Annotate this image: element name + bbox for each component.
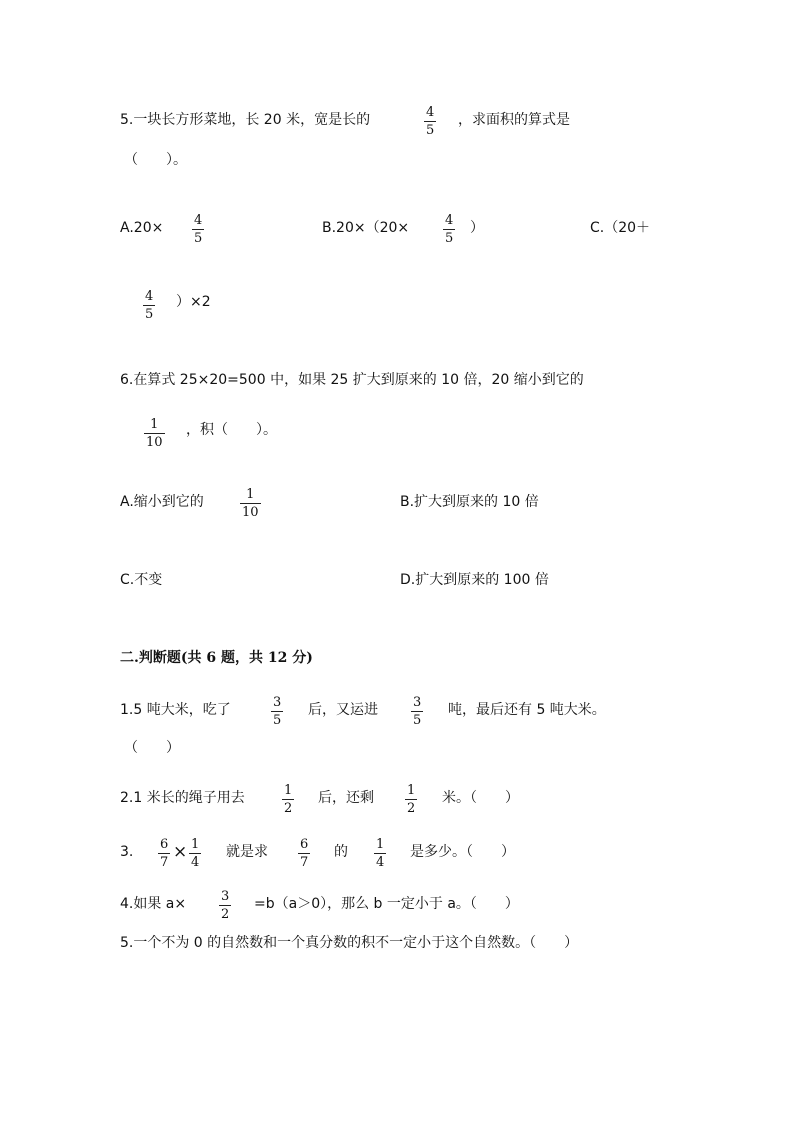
fraction-denominator: 7	[160, 855, 169, 870]
j1-blank: （ ）	[124, 740, 180, 756]
fraction-numerator: 4	[145, 289, 154, 304]
fraction-denominator: 5	[145, 307, 154, 322]
j1-text-a: 1.5 吨大米，吃了	[120, 702, 231, 718]
j3-fraction-3	[298, 838, 310, 870]
j4-text-b: =b（a＞0），那么 b 一定小于 a。（ ）	[254, 896, 519, 912]
j1-text-c: 吨，最后还有 5 吨大米。	[448, 702, 606, 718]
j1-fraction-2	[411, 696, 423, 728]
fraction-denominator: 4	[191, 855, 200, 870]
j3-text-c: 的	[334, 844, 348, 860]
q6-text-b: ，积（ ）。	[186, 422, 277, 438]
fraction-numerator: 3	[221, 889, 230, 904]
j3-fraction-2	[189, 838, 201, 870]
section-heading: 二.判断题(共 6 题，共 12 分)	[120, 650, 313, 666]
fraction-numerator: 1	[246, 487, 255, 502]
fraction-denominator: 7	[300, 855, 309, 870]
fraction-numerator: 6	[300, 837, 309, 852]
j2-text-c: 米。（ ）	[442, 790, 519, 806]
fraction-numerator: 1	[407, 783, 416, 798]
q6-text-a: 6.在算式 25×20=500 中，如果 25 扩大到原来的 10 倍，20 缩小到它的	[120, 372, 584, 388]
q5-option-c-fraction	[143, 290, 155, 322]
q5-blank: （ ）。	[124, 152, 187, 168]
fraction-numerator: 6	[160, 837, 169, 852]
fraction-numerator: 4	[426, 105, 435, 120]
j1-fraction-1	[271, 696, 283, 728]
j5-text-a: 5.一个不为 0 的自然数和一个真分数的积不一定小于这个自然数。（ ）	[120, 935, 579, 951]
j4-fraction-1	[219, 890, 231, 922]
j3-times: ×	[173, 842, 188, 862]
q6-option-b: B.扩大到原来的 10 倍	[400, 494, 539, 510]
fraction-numerator: 1	[376, 837, 385, 852]
j2-text-b: 后，还剩	[318, 790, 374, 806]
q5-option-a: A.20×	[120, 220, 164, 236]
j3-text-b: 就是求	[226, 844, 268, 860]
j2-fraction-1	[282, 784, 294, 816]
fraction-denominator: 10	[242, 505, 259, 520]
fraction-denominator: 4	[376, 855, 385, 870]
q5-option-b-fraction	[443, 214, 455, 246]
q6-option-a: A.缩小到它的	[120, 494, 204, 510]
j3-fraction-1	[158, 838, 170, 870]
fraction-numerator: 3	[273, 695, 282, 710]
q6-option-a-fraction	[240, 488, 261, 520]
j3-text-d: 是多少。（ ）	[410, 844, 515, 860]
fraction-denominator: 2	[407, 801, 416, 816]
j1-text-b: 后，又运进	[308, 702, 378, 718]
fraction-denominator: 2	[221, 907, 230, 922]
fraction-numerator: 1	[150, 417, 159, 432]
q5-fraction	[424, 106, 436, 138]
q6-option-c: C.不变	[120, 572, 163, 588]
fraction-denominator: 5	[273, 713, 282, 728]
q6-option-d: D.扩大到原来的 100 倍	[400, 572, 549, 588]
q5-option-a-fraction	[192, 214, 204, 246]
fraction-denominator: 10	[146, 435, 163, 450]
fraction-numerator: 4	[194, 213, 203, 228]
q5-option-c-end: ）×2	[176, 294, 211, 310]
j2-text-a: 2.1 米长的绳子用去	[120, 790, 245, 806]
fraction-denominator: 5	[413, 713, 422, 728]
fraction-denominator: 5	[194, 231, 203, 246]
fraction-denominator: 5	[426, 123, 435, 138]
j4-text-a: 4.如果 a×	[120, 896, 187, 912]
q5-text-b: ，求面积的算式是	[458, 112, 570, 128]
fraction-numerator: 1	[191, 837, 200, 852]
q5-option-c: C.（20＋	[590, 220, 651, 236]
j3-fraction-4	[374, 838, 386, 870]
q5-option-b: B.20×（20×	[322, 220, 410, 236]
j3-text-a: 3.	[120, 844, 134, 860]
q5-option-b-end: ）	[470, 220, 484, 236]
fraction-numerator: 4	[445, 213, 454, 228]
q6-fraction	[144, 418, 165, 450]
fraction-numerator: 1	[284, 783, 293, 798]
j2-fraction-2	[405, 784, 417, 816]
fraction-denominator: 2	[284, 801, 293, 816]
q5-text-a: 5.一块长方形菜地，长 20 米，宽是长的	[120, 112, 371, 128]
fraction-denominator: 5	[445, 231, 454, 246]
fraction-numerator: 3	[413, 695, 422, 710]
